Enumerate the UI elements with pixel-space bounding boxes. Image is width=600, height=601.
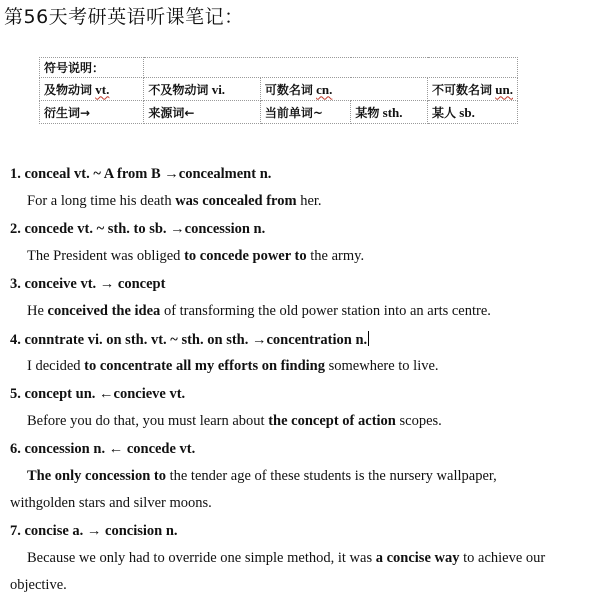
legend-vt: 及物动词 vt. — [40, 78, 144, 101]
legend-derivative: 衍生词→ — [40, 101, 144, 124]
entry-heading: 1. conceal vt. ~ A from B →concealment n. — [10, 166, 272, 182]
entry-example: For a long time his death was concealed from her. — [27, 193, 322, 209]
entry-heading: 4. conntrate vi. on sth. vt. ~ sth. on sth. →concentration n. — [10, 332, 368, 348]
legend-sb: 某人 sb. — [428, 101, 518, 124]
entry-example-continuation: withgolden stars and silver moons. — [10, 495, 212, 511]
entry-example: The only concession to the tender age of these students is the nursery wallpaper, — [27, 468, 497, 484]
legend-un: 不可数名词 un. — [428, 78, 518, 101]
entry-example: The President was obliged to concede power to the army. — [27, 248, 365, 264]
legend-cn: 可数名词 cn. — [260, 78, 427, 101]
entry-heading: 5. concept un. ←concieve vt. — [10, 386, 186, 402]
entry-heading: 7. concise a. → concision n. — [10, 523, 178, 539]
entry-heading: 2. concede vt. ~ sth. to sb. →concession n. — [10, 221, 266, 237]
legend-vi: 不及物动词 vi. — [144, 78, 260, 101]
legend-header-empty — [144, 58, 518, 78]
legend-header: 符号说明： — [40, 58, 144, 78]
entry-example: He conceived the idea of transforming the old power station into an arts centre. — [27, 303, 491, 319]
legend-current: 当前单词~ — [260, 101, 351, 124]
entry-heading: 3. conceive vt. → concept — [10, 276, 166, 292]
entry-example: I decided to concentrate all my efforts on finding somewhere to live. — [27, 358, 439, 374]
entry-heading: 6. concession n. ← concede vt. — [10, 441, 196, 457]
entry-example-continuation: objective. — [10, 577, 67, 593]
entry-example: Because we only had to override one simple method, it was a concise way to achieve our — [27, 550, 546, 566]
legend-sth: 某物 sth. — [351, 101, 428, 124]
page-title: 第56天考研英语听课笔记： — [4, 6, 244, 28]
symbol-legend-table — [39, 57, 518, 124]
entry-example: Before you do that, you must learn about the concept of action scopes. — [27, 413, 442, 429]
text-cursor — [368, 331, 369, 346]
legend-source: 来源词← — [144, 101, 260, 124]
